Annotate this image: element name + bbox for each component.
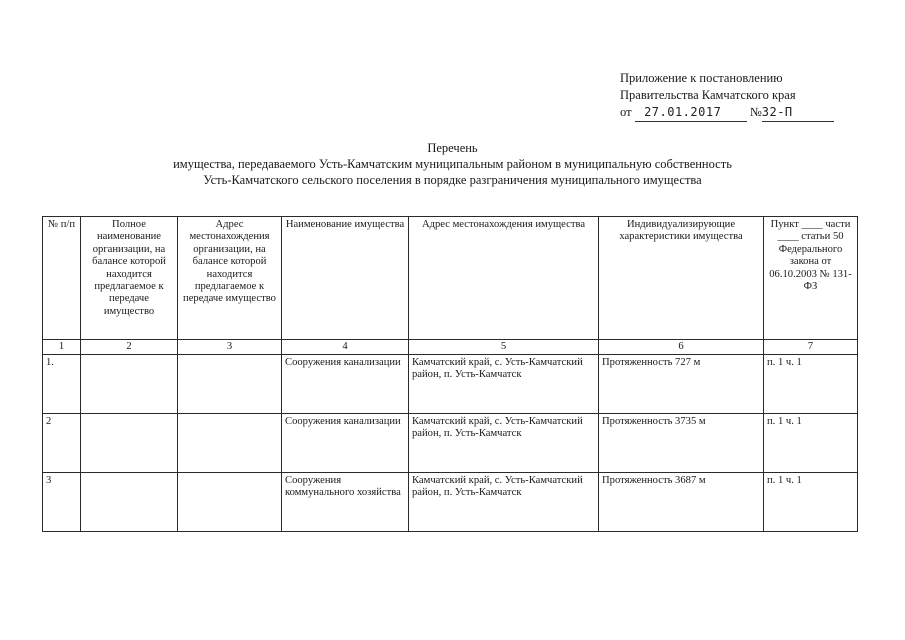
number-value: 32-П [761, 105, 793, 119]
document-title [40, 140, 865, 188]
number-field [762, 104, 834, 122]
header-cell-clause: Пункт ____ части ____ статьи 50 Федерального закона от 06.10.2003 № 131-ФЗ [764, 217, 858, 340]
header-cell-name: Наименование имущества [282, 217, 409, 340]
table-header-row [43, 217, 858, 340]
column-number: 4 [282, 340, 409, 355]
date-field [635, 104, 747, 122]
row-org-address [178, 414, 282, 473]
row-org-address [178, 473, 282, 532]
row-clause: п. 1 ч. 1 [764, 355, 858, 414]
row-characteristics: Протяженность 727 м [599, 355, 764, 414]
header-cell-number: № п/п [43, 217, 81, 340]
column-number-row [43, 340, 858, 355]
appendix-line-1: Приложение к постановлению [620, 71, 783, 85]
row-characteristics: Протяженность 3687 м [599, 473, 764, 532]
header-cell-address: Адрес местонахождения имущества [409, 217, 599, 340]
table-row [43, 355, 858, 414]
date-value: 27.01.2017 [644, 105, 722, 119]
row-clause: п. 1 ч. 1 [764, 414, 858, 473]
date-prefix: от [620, 105, 632, 119]
title-word: Перечень [427, 141, 478, 155]
header-cell-characteristics: Индивидуализирующие характеристики имущества [599, 217, 764, 340]
number-prefix: № [749, 105, 762, 119]
row-org [81, 473, 178, 532]
row-org-address [178, 355, 282, 414]
title-line-2: Усть-Камчатского сельского поселения в порядке разграничения муниципального имущества [203, 173, 702, 187]
row-name: Сооружения канализации [282, 355, 409, 414]
row-org [81, 414, 178, 473]
row-clause: п. 1 ч. 1 [764, 473, 858, 532]
row-name: Сооружения коммунального хозяйства [282, 473, 409, 532]
property-table [42, 216, 858, 532]
header-cell-org: Полное наименование организации, на балансе которой находится предлагаемое к передаче имущество [81, 217, 178, 340]
row-address: Камчатский край, с. Усть-Камчатский район, п. Усть-Камчатск [409, 414, 599, 473]
row-number: 2 [43, 414, 81, 473]
row-address: Камчатский край, с. Усть-Камчатский район, п. Усть-Камчатск [409, 355, 599, 414]
column-number: 7 [764, 340, 858, 355]
column-number: 3 [178, 340, 282, 355]
appendix-line-2: Правительства Камчатского края [620, 88, 796, 102]
table-row [43, 473, 858, 532]
appendix-date-line [620, 104, 890, 122]
row-number: 1. [43, 355, 81, 414]
column-number: 2 [81, 340, 178, 355]
row-number: 3 [43, 473, 81, 532]
column-number: 1 [43, 340, 81, 355]
table-row [43, 414, 858, 473]
header-cell-org-address: Адрес местонахождения организации, на балансе которой находится предлагаемое к передаче имущество [178, 217, 282, 340]
column-number: 6 [599, 340, 764, 355]
appendix-block [620, 70, 890, 122]
row-address: Камчатский край, с. Усть-Камчатский район, п. Усть-Камчатск [409, 473, 599, 532]
row-characteristics: Протяженность 3735 м [599, 414, 764, 473]
title-line-1: имущества, передаваемого Усть-Камчатским муниципальным районом в муниципальную собственность [173, 157, 732, 171]
row-name: Сооружения канализации [282, 414, 409, 473]
row-org [81, 355, 178, 414]
column-number: 5 [409, 340, 599, 355]
